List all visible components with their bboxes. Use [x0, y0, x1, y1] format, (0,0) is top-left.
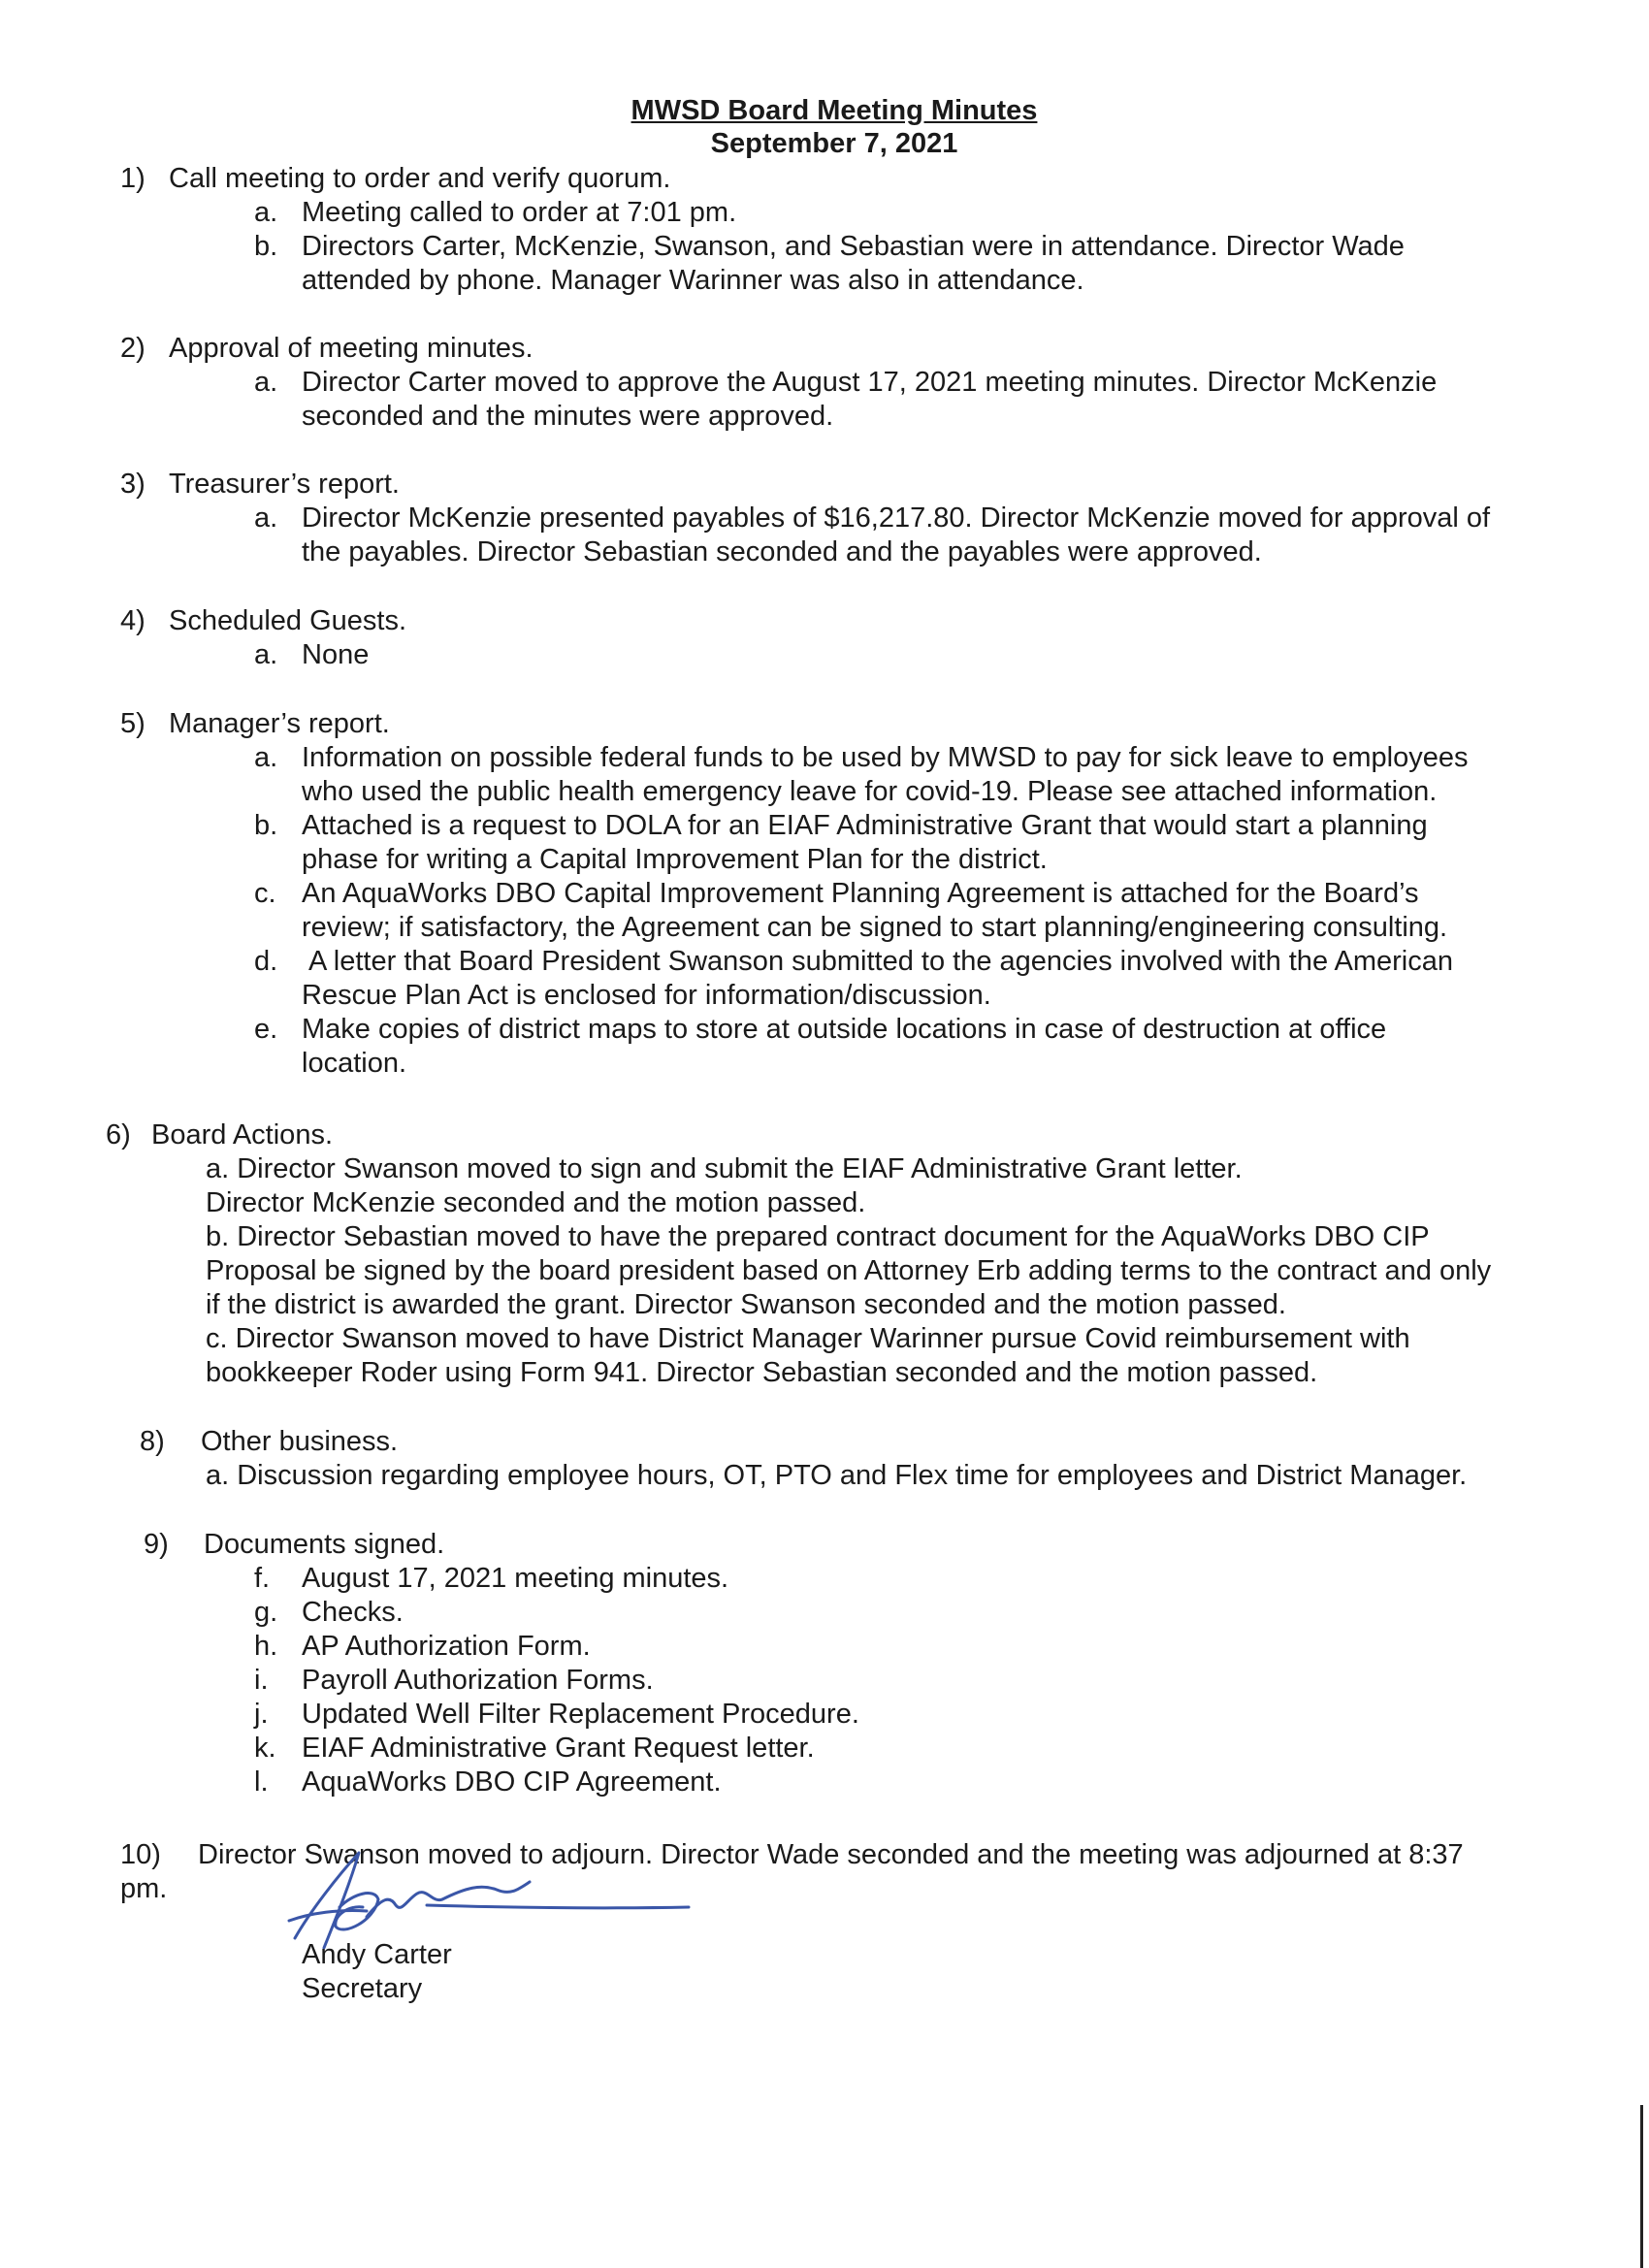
section-9-heading: Documents signed. — [204, 1529, 445, 1560]
section-5-number: 5) — [120, 708, 146, 739]
section-3a-line2: the payables. Director Sebastian seconded and the payables were approved. — [302, 536, 1262, 567]
section-5b-label: b. — [254, 810, 278, 841]
section-5d-line2: Rescue Plan Act is enclosed for information/discussion. — [302, 980, 991, 1011]
section-5a-line2: who used the public health emergency leave for covid-19. Please see attached information. — [302, 776, 1438, 807]
section-2-number: 2) — [120, 333, 146, 364]
section-5c-line2: review; if satisfactory, the Agreement can be signed to start planning/engineering consulting. — [302, 912, 1448, 943]
signed-doc-item: August 17, 2021 meeting minutes. — [302, 1563, 729, 1594]
section-5a-label: a. — [254, 742, 278, 773]
document-title: MWSD Board Meeting Minutes — [630, 95, 1038, 126]
signed-doc-label: l. — [254, 1766, 269, 1798]
section-1a-label: a. — [254, 197, 278, 228]
section-6-line1: a. Director Swanson moved to sign and submit the EIAF Administrative Grant letter. — [206, 1153, 1243, 1184]
section-8-number: 8) — [140, 1426, 165, 1457]
section-10-line2: pm. — [120, 1873, 168, 1904]
meeting-date: September 7, 2021 — [710, 128, 958, 159]
section-4-number: 4) — [120, 605, 146, 636]
section-9-number: 9) — [144, 1529, 169, 1560]
section-3a-label: a. — [254, 502, 278, 534]
section-4-heading: Scheduled Guests. — [169, 605, 407, 636]
section-6-number: 6) — [106, 1119, 131, 1150]
section-1b-line2: attended by phone. Manager Warinner was also in attendance. — [302, 265, 1084, 296]
section-10-line1: Director Swanson moved to adjourn. Director Wade seconded and the meeting was adjourned at 8:37 — [198, 1839, 1464, 1870]
section-1-number: 1) — [120, 163, 146, 194]
section-5b-line1: Attached is a request to DOLA for an EIAF Administrative Grant that would start a planning — [302, 810, 1428, 841]
section-2a-label: a. — [254, 367, 278, 398]
section-10-number: 10) — [120, 1839, 161, 1870]
signed-doc-label: f. — [254, 1563, 271, 1594]
signed-doc-item: EIAF Administrative Grant Request letter. — [302, 1733, 815, 1764]
section-5-heading: Manager’s report. — [169, 708, 390, 739]
section-2a-line1: Director Carter moved to approve the August 17, 2021 meeting minutes. Director McKenzie — [302, 367, 1438, 398]
section-8-line1: a. Discussion regarding employee hours, OT, PTO and Flex time for employees and District Manager. — [206, 1460, 1468, 1491]
section-5e-line1: Make copies of district maps to store at outside locations in case of destruction at office — [302, 1014, 1387, 1045]
signer-name: Andy Carter — [302, 1939, 452, 1970]
signed-doc-item: AquaWorks DBO CIP Agreement. — [302, 1766, 722, 1798]
section-6-heading: Board Actions. — [151, 1119, 333, 1150]
section-5e-line2: location. — [302, 1048, 407, 1079]
section-5a-line1: Information on possible federal funds to be used by MWSD to pay for sick leave to employees — [302, 742, 1469, 773]
signed-doc-item: Checks. — [302, 1597, 404, 1628]
section-5d-line1: A letter that Board President Swanson submitted to the agencies involved with the American — [308, 946, 1454, 977]
signed-doc-label: k. — [254, 1733, 276, 1764]
scan-edge-line — [1640, 2105, 1643, 2268]
section-5e-label: e. — [254, 1014, 278, 1045]
section-1b-label: b. — [254, 231, 278, 262]
section-2-heading: Approval of meeting minutes. — [169, 333, 534, 364]
signed-doc-item: Payroll Authorization Forms. — [302, 1665, 654, 1696]
signed-doc-label: j. — [254, 1699, 269, 1730]
section-4a-label: a. — [254, 639, 278, 670]
section-1-heading: Call meeting to order and verify quorum. — [169, 163, 671, 194]
section-5c-label: c. — [254, 878, 276, 909]
signed-doc-item: Updated Well Filter Replacement Procedure. — [302, 1699, 859, 1730]
section-6-line2: Director McKenzie seconded and the motion passed. — [206, 1187, 866, 1218]
section-5c-line1: An AquaWorks DBO Capital Improvement Planning Agreement is attached for the Board’s — [302, 878, 1419, 909]
signer-role: Secretary — [302, 1973, 423, 2004]
section-6-line5: if the district is awarded the grant. Director Swanson seconded and the motion passed. — [206, 1289, 1286, 1320]
signed-doc-label: h. — [254, 1631, 278, 1662]
section-1b-line1: Directors Carter, McKenzie, Swanson, and Sebastian were in attendance. Director Wade — [302, 231, 1405, 262]
signed-doc-item: AP Authorization Form. — [302, 1631, 591, 1662]
section-5b-line2: phase for writing a Capital Improvement Plan for the district. — [302, 844, 1048, 875]
section-2a-line2: seconded and the minutes were approved. — [302, 401, 834, 432]
signed-doc-label: g. — [254, 1597, 278, 1628]
signed-doc-label: i. — [254, 1665, 269, 1696]
section-6-line3: b. Director Sebastian moved to have the prepared contract document for the AquaWorks DBO CIP — [206, 1221, 1430, 1252]
section-3-number: 3) — [120, 469, 146, 500]
section-6-line4: Proposal be signed by the board president based on Attorney Erb adding terms to the contract and only — [206, 1255, 1492, 1286]
section-4a-text: None — [302, 639, 370, 670]
section-1a-text: Meeting called to order at 7:01 pm. — [302, 197, 737, 228]
section-3-heading: Treasurer’s report. — [169, 469, 400, 500]
section-6-line6: c. Director Swanson moved to have District Manager Warinner pursue Covid reimbursement with — [206, 1323, 1410, 1354]
section-5d-label: d. — [254, 946, 278, 977]
section-6-line7: bookkeeper Roder using Form 941. Director Sebastian seconded and the motion passed. — [206, 1357, 1318, 1388]
section-3a-line1: Director McKenzie presented payables of $16,217.80. Director McKenzie moved for approval of — [302, 502, 1491, 534]
section-8-heading: Other business. — [201, 1426, 399, 1457]
